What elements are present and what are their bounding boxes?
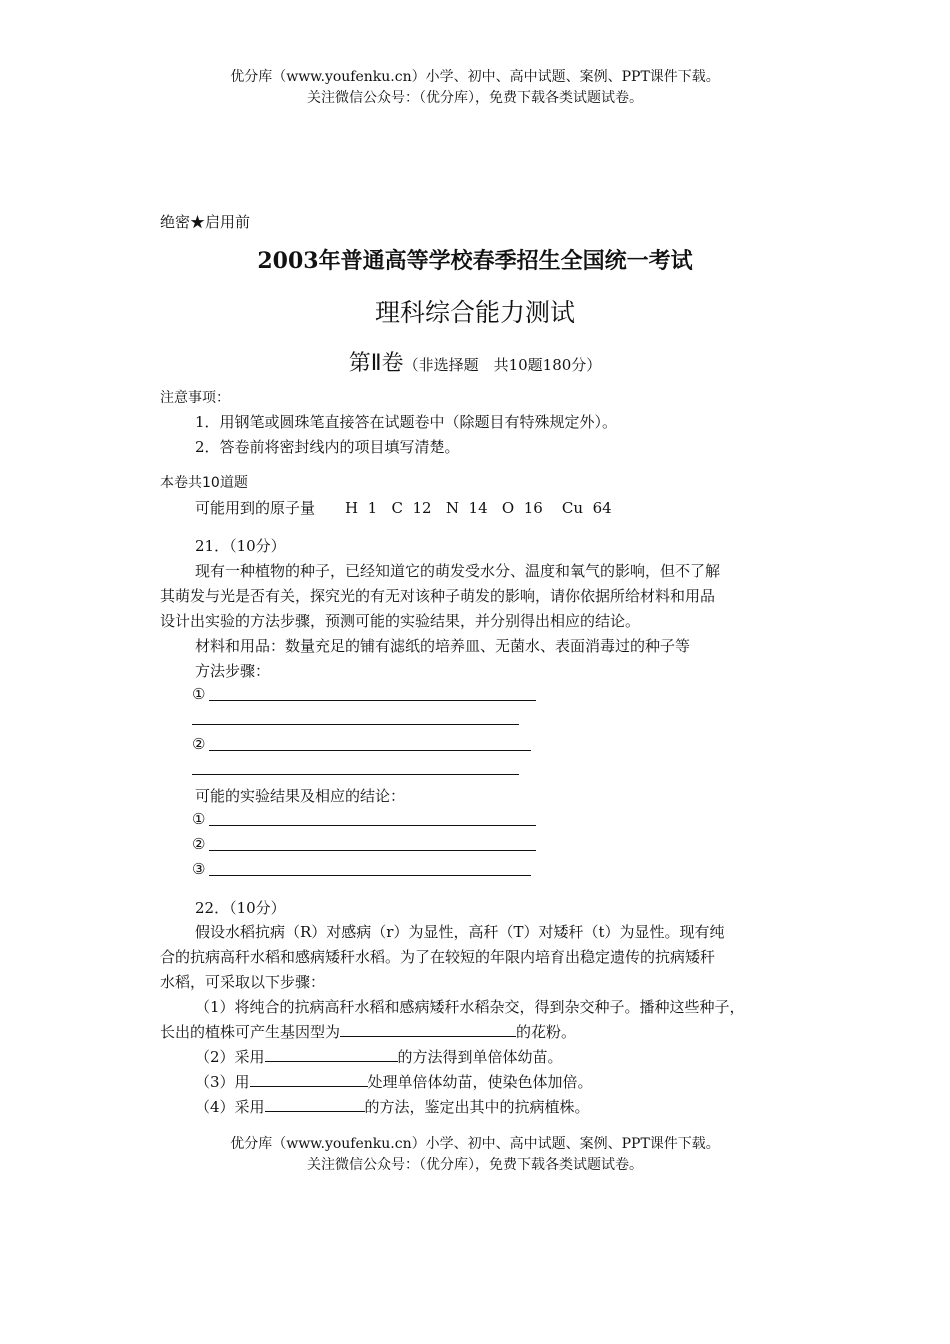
header-line-1: 优分库（www.youfenku.cn）小学、初中、高中试题、案例、PPT课件下载。	[230, 69, 720, 85]
notice-item: 2．答卷前将密封线内的项目填写清楚。	[195, 438, 460, 456]
q22-step-3	[195, 1071, 593, 1092]
q21-number: 21．（10分）	[195, 537, 286, 555]
q22-text-line: 假设水稻抗病（R）对感病（r）为显性，高秆（T）对矮秆（t）为显性。现有纯	[195, 923, 725, 941]
footer-line-1: 优分库（www.youfenku.cn）小学、初中、高中试题、案例、PPT课件下载。	[230, 1136, 720, 1152]
footer-line-2: 关注微信公众号：（优分库），免费下载各类试题试卷。	[307, 1157, 643, 1173]
q22-step-2	[195, 1046, 563, 1067]
section-heading: 本卷共10道题	[160, 475, 248, 491]
q22-number: 22．（10分）	[195, 899, 286, 917]
answer-blank[interactable]	[265, 1047, 398, 1062]
exam-title: 2003年普通高等学校春季招生全国统一考试	[257, 248, 693, 274]
secret-mark: 绝密★启用前	[160, 213, 251, 231]
q21-steps-label: 方法步骤：	[195, 662, 271, 680]
answer-blank[interactable]	[340, 1022, 516, 1037]
q21-text-line: 其萌发与光是否有关，探究光的有无对该种子萌发的影响，请你依据所给材料和用品	[160, 587, 716, 605]
result-mark-2: ②	[192, 835, 206, 853]
q22-step-4	[195, 1096, 590, 1117]
volume-name: 第Ⅱ卷	[348, 351, 404, 376]
step-mark-2: ②	[192, 735, 206, 753]
header-line-2: 关注微信公众号：（优分库），免费下载各类试题试卷。	[307, 90, 643, 106]
atomic-mass: 可能用到的原子量 H 1 C 12 N 14 O 16 Cu 64	[195, 499, 612, 517]
notice-heading: 注意事项：	[160, 390, 230, 406]
q22-step-1: （1）将纯合的抗病高秆水稻和感病矮秆水稻杂交，得到杂交种子。播种这些种子，	[195, 998, 745, 1016]
step-text: （3）用	[195, 1073, 250, 1091]
result-mark-1: ①	[192, 810, 206, 828]
q22-text-line: 水稻，可采取以下步骤：	[160, 973, 326, 991]
answer-line[interactable]	[209, 700, 536, 701]
step-text: 长出的植株可产生基因型为	[160, 1023, 341, 1041]
answer-line[interactable]	[192, 724, 519, 725]
exam-subtitle: 理科综合能力测试	[374, 298, 575, 327]
q22-text-line: 合的抗病高秆水稻和感病矮秆水稻。为了在较短的年限内培育出稳定遗传的抗病矮秆	[160, 948, 716, 966]
step-text: 的方法，鉴定出其中的抗病植株。	[364, 1098, 590, 1116]
step-text: 的方法得到单倍体幼苗。	[397, 1048, 563, 1066]
volume-note: （非选择题 共10题180分）	[403, 356, 602, 374]
volume-title	[0, 346, 950, 377]
step-text: 处理单倍体幼苗，使染色体加倍。	[367, 1073, 593, 1091]
q21-text-line: 设计出实验的方法步骤，预测可能的实验结果，并分别得出相应的结论。	[160, 612, 641, 630]
answer-line[interactable]	[209, 850, 536, 851]
notice-item: 1．用钢笔或圆珠笔直接答在试题卷中（除题目有特殊规定外）。	[195, 413, 618, 431]
result-mark-3: ③	[192, 860, 206, 878]
q21-results-label: 可能的实验结果及相应的结论：	[195, 787, 406, 805]
answer-line[interactable]	[209, 825, 536, 826]
step-text: （2）采用	[195, 1048, 265, 1066]
q21-text-line: 现有一种植物的种子，已经知道它的萌发受水分、温度和氧气的影响，但不了解	[195, 562, 721, 580]
step-text: （4）采用	[195, 1098, 265, 1116]
step-text: 的花粉。	[516, 1023, 577, 1041]
step-mark-1: ①	[192, 685, 206, 703]
answer-blank[interactable]	[265, 1097, 365, 1112]
q21-materials: 材料和用品：数量充足的铺有滤纸的培养皿、无菌水、表面消毒过的种子等	[195, 637, 691, 655]
q22-step-1-cont	[160, 1021, 576, 1042]
answer-blank[interactable]	[250, 1072, 368, 1087]
answer-line[interactable]	[192, 774, 519, 775]
answer-line[interactable]	[209, 750, 531, 751]
answer-line[interactable]	[209, 875, 531, 876]
